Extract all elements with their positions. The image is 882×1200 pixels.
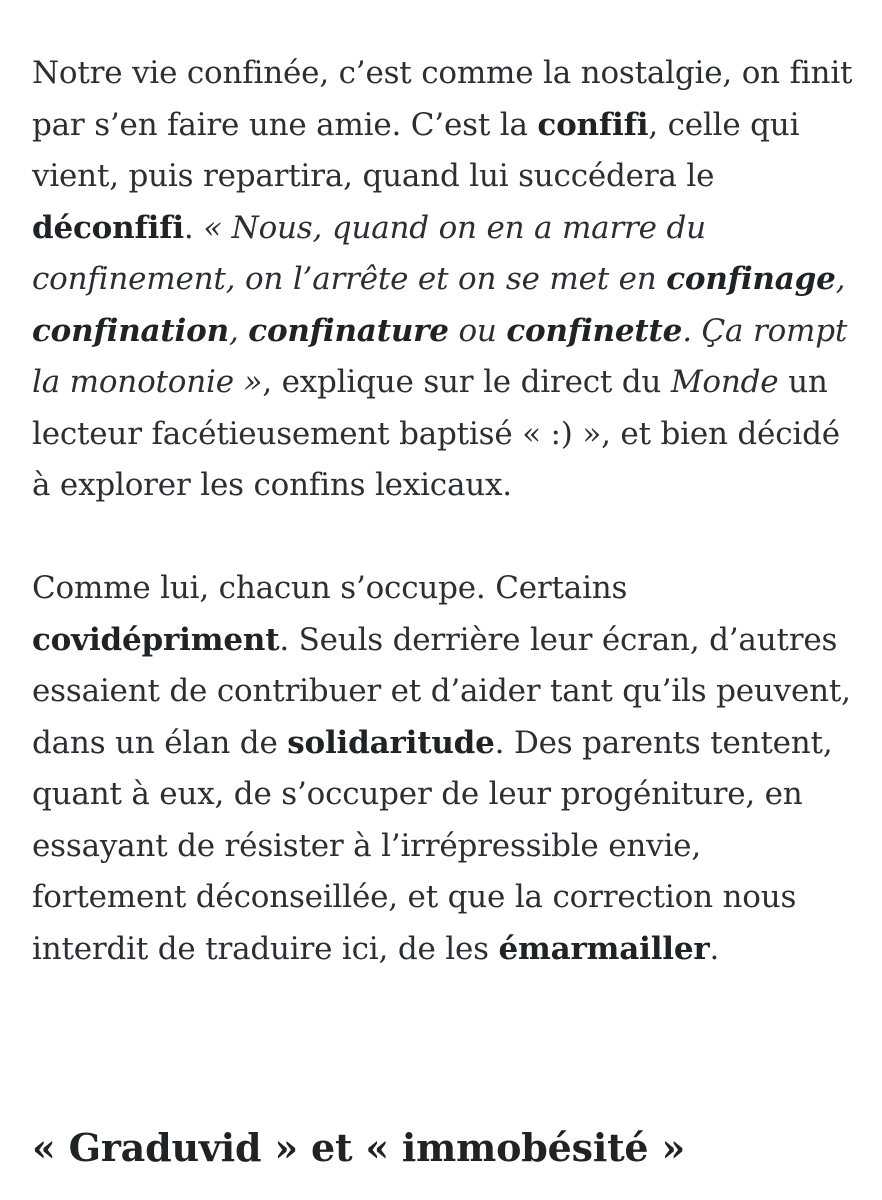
paragraph-2 [32, 563, 862, 975]
text: . [183, 209, 204, 246]
article-body [32, 48, 862, 975]
neologism-emarmailler: émarmailler [498, 930, 710, 967]
publication-name: Monde [670, 364, 779, 400]
neologism-confinette: confinette [506, 312, 683, 349]
text: Notre vie confinée, c’est comme la nostalgie, on finit par s’en faire une amie. C’est la [32, 55, 853, 143]
quote-text: « Nous, quand on en a marre du confinement, on l’arrête et on se met en [32, 209, 706, 297]
neologism-confifi: confifi [537, 106, 649, 143]
quote-text: , [228, 312, 249, 349]
paragraph-1 [32, 48, 862, 512]
quote-text: . Ça rompt la monotonie » [32, 312, 848, 400]
section-heading: « Graduvid » et « immobésité » [32, 1125, 685, 1170]
text: un lecteur facétieusement baptisé « :) », et bien décidé à explorer les confins lexicaux. [32, 364, 840, 503]
text: . Seuls derrière leur écran, d’autres essaient de contribuer et d’aider tant qu’ils peuvent, dans un élan de [32, 621, 851, 761]
text: , celle qui vient, puis repartira, quand lui succédera le [32, 106, 800, 194]
text: . [709, 930, 720, 967]
text: , explique sur le direct du [262, 364, 671, 400]
text: Comme lui, chacun s’occupe. Certains [32, 570, 628, 606]
quote-text: , [835, 261, 846, 297]
neologism-confination: confination [32, 312, 229, 349]
neologism-confinature: confinature [248, 312, 449, 349]
text: . Des parents tentent, quant à eux, de s’occuper de leur progéniture, en essayant de résister à l’irrépressible envie, fortement déconseillée, et que la correction nous interdit de traduire ici, de les [32, 724, 833, 967]
quote-text: ou [448, 312, 507, 349]
neologism-confinage: confinage [666, 261, 836, 297]
neologism-solidaritude: solidaritude [287, 724, 495, 761]
neologism-covidepriment: covidépriment [32, 621, 280, 658]
neologism-deconfifi: déconfifi [32, 209, 184, 246]
